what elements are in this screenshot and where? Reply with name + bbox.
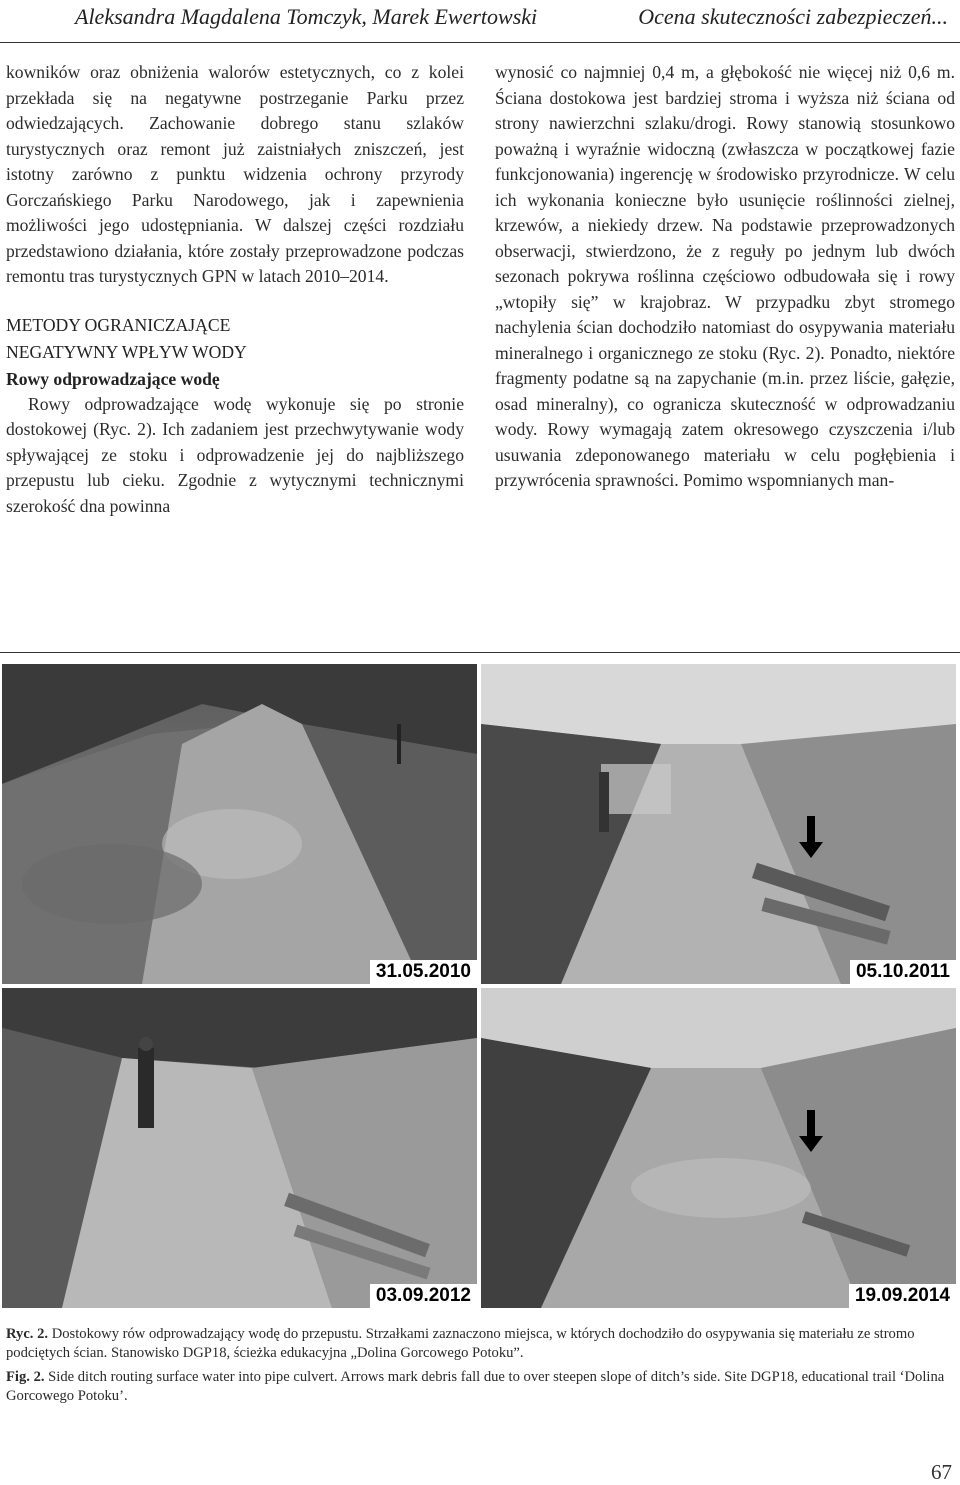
left-column	[6, 60, 464, 519]
section-title	[6, 312, 464, 366]
header-rule	[0, 42, 960, 43]
trail-photo-image	[2, 664, 477, 984]
photo-2012	[2, 988, 477, 1308]
header-authors: Aleksandra Magdalena Tomczyk, Marek Ewertowski	[75, 4, 538, 29]
right-column	[495, 60, 955, 494]
body-paragraph: kowników oraz obniżenia walorów estetycznych, co z kolei przekłada się na negatywne postrzeganie Parku przez odwiedzających. Zachowanie dobrego stanu szlaków turystycznych oraz remont już zaistniałych zniszczeń, jest istotny zarówno z punktu widzenia ochrony przyrody Gorczańskiego Parku Narodowego, jak i zapewnienia możliwości jego udostępniania. W dalszej części rozdziału przedstawiono działania, które zostały przeprowadzone podczas remontu tras turystycznych GPN w latach 2010–2014.	[6, 62, 464, 286]
caption-text: Dostokowy rów odprowadzający wodę do przepustu. Strzałkami zaznaczono miejsca, w których dochodziło do osypywania się materiału ze stromo podciętych ścian. Stanowisko DGP18, ścieżka edukacyjna „Dolina Gorcowego Potoku”.	[6, 1326, 915, 1361]
photo-2010	[2, 664, 477, 984]
photo-date-label: 03.09.2012	[370, 1284, 477, 1308]
photo-2014	[481, 988, 956, 1308]
body-paragraph: wynosić co najmniej 0,4 m, a głębokość nie więcej niż 0,6 m. Ściana dostokowa jest bardziej stroma i wyższa niż ściana od strony nawierzchni szlaku/drogi. Rowy stanowią stosunkowo poważną i wyraźnie widoczną (zwłaszcza w początkowej fazie funkcjonowania) ingerencję w środowisko przyrodnicze. W celu ich wykonania konieczne było usunięcie roślinności zielnej, krzewów, a niekiedy drzew. Na podstawie przeprowadzonych obserwacji, stwierdzono, że z reguły po jednym lub dwóch sezonach pokrywa roślinna częściowo odbudowała się i rowy „wtopiły się” w krajobraz. W przypadku zbyt stromego nachylenia ścian dochodziło natomiast do osypywania materiału mineralnego i organicznego ze stoku (Ryc. 2). Ponadto, niektóre fragmenty podatne są na zapychanie (m.in. przez liście, gałęzie, osad mineralny), co ogranicza skuteczność w odprowadzaniu wody. Rowy wymagają zatem okresowego czyszczenia i/lub usuwania zdeponowanego materiału w celu pogłębienia i przywrócenia sprawności. Pomimo wspomnianych man-	[495, 62, 955, 490]
caption-english	[6, 1368, 956, 1406]
subheading: Rowy odprowadzające wodę	[6, 368, 220, 389]
section-title-line: METODY OGRANICZAJĄCE	[6, 314, 231, 335]
trail-photo-image	[2, 988, 477, 1308]
caption-label: Ryc. 2.	[6, 1326, 49, 1342]
caption-label: Fig. 2.	[6, 1369, 45, 1385]
section-title-line: NEGATYWNY WPŁYW WODY	[6, 341, 247, 362]
page-number: 67	[931, 1460, 952, 1484]
caption-text: Side ditch routing surface water into pipe culvert. Arrows mark debris fall due to over steepen slope of ditch’s side. Site DGP18, educational trail ‘Dolina Gorcowego Potoku’.	[6, 1369, 945, 1404]
body-paragraph: Rowy odprowadzające wodę wykonuje się po stronie dostokowej (Ryc. 2). Ich zadaniem jest przechwytywanie wody spływającej ze stoku i odprowadzenie jej do najbliższego przepustu lub cieku. Zgodnie z wytycznymi technicznymi szerokość dna powinna	[6, 393, 464, 516]
trail-photo-image	[481, 988, 956, 1308]
photo-2011	[481, 664, 956, 984]
caption-polish	[6, 1325, 956, 1363]
figure-photo-grid	[2, 664, 956, 1308]
photo-date-label: 05.10.2011	[850, 960, 956, 984]
photo-date-label: 31.05.2010	[370, 960, 477, 984]
header-title: Ocena skuteczności zabezpieczeń...	[638, 4, 948, 29]
photo-date-label: 19.09.2014	[849, 1284, 956, 1308]
running-header	[0, 0, 960, 44]
trail-photo-image	[481, 664, 956, 984]
figure-top-rule	[0, 652, 960, 653]
